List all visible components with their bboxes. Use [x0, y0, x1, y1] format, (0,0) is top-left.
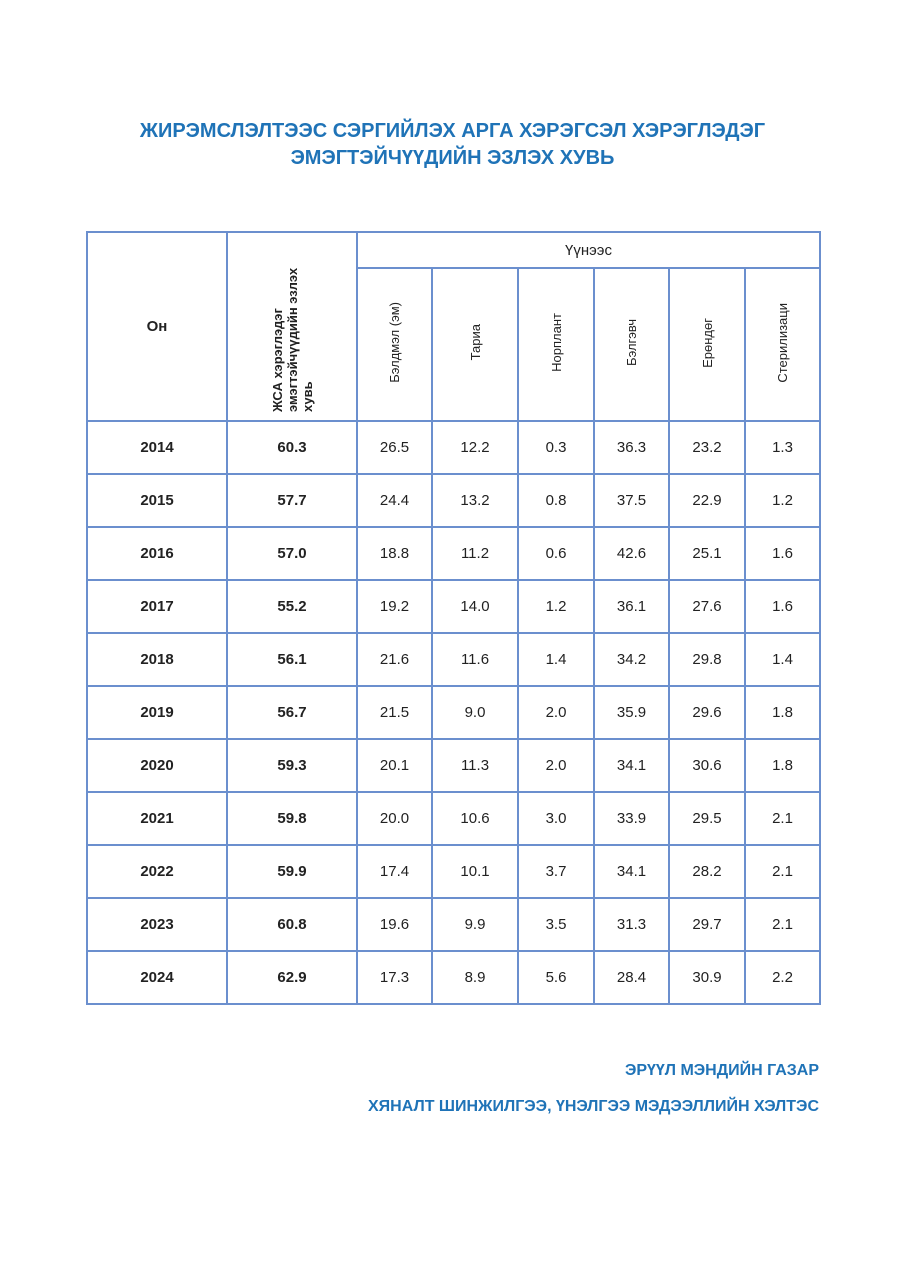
- total-cell: 60.8: [227, 898, 357, 951]
- table-row: [87, 474, 820, 527]
- method-header: Норплант: [518, 268, 594, 421]
- method-header: Ерөндөг: [669, 268, 745, 421]
- value-cell: 2.1: [745, 792, 820, 845]
- value-cell: 35.9: [594, 686, 669, 739]
- total-cell: 59.9: [227, 845, 357, 898]
- value-cell: 1.6: [745, 527, 820, 580]
- value-cell: 2.1: [745, 845, 820, 898]
- value-cell: 21.6: [357, 633, 432, 686]
- title-line-2: ЭМЭГТЭЙЧҮҮДИЙН ЭЗЛЭХ ХУВЬ: [290, 147, 615, 169]
- method-header: Тариа: [432, 268, 518, 421]
- total-column-header: [227, 232, 357, 421]
- table-row: [87, 951, 820, 1004]
- value-cell: 1.2: [745, 474, 820, 527]
- value-cell: 34.1: [594, 845, 669, 898]
- value-cell: 17.3: [357, 951, 432, 1004]
- table-row: [87, 686, 820, 739]
- year-cell: 2015: [87, 474, 227, 527]
- value-cell: 12.2: [432, 421, 518, 474]
- value-cell: 36.3: [594, 421, 669, 474]
- value-cell: 2.1: [745, 898, 820, 951]
- footer-department: ХЯНАЛТ ШИНЖИЛГЭЭ, ҮНЭЛГЭЭ МЭДЭЭЛЛИЙН ХЭЛТЭС: [367, 1098, 819, 1115]
- value-cell: 24.4: [357, 474, 432, 527]
- value-cell: 14.0: [432, 580, 518, 633]
- value-cell: 1.4: [745, 633, 820, 686]
- year-cell: 2022: [87, 845, 227, 898]
- value-cell: 3.5: [518, 898, 594, 951]
- total-column-header-text: ЖСА хэрэглэдэг эмэгтэйчүүдийн эзлэх хувь: [269, 267, 315, 412]
- value-cell: 18.8: [357, 527, 432, 580]
- value-cell: 34.1: [594, 739, 669, 792]
- value-cell: 31.3: [594, 898, 669, 951]
- value-cell: 1.2: [518, 580, 594, 633]
- value-cell: 19.6: [357, 898, 432, 951]
- table-row: [87, 527, 820, 580]
- year-cell: 2016: [87, 527, 227, 580]
- total-cell: 56.1: [227, 633, 357, 686]
- value-cell: 29.6: [669, 686, 745, 739]
- table-row: [87, 792, 820, 845]
- value-cell: 36.1: [594, 580, 669, 633]
- value-cell: 3.7: [518, 845, 594, 898]
- value-cell: 0.6: [518, 527, 594, 580]
- value-cell: 2.2: [745, 951, 820, 1004]
- value-cell: 1.8: [745, 686, 820, 739]
- year-cell: 2023: [87, 898, 227, 951]
- value-cell: 37.5: [594, 474, 669, 527]
- value-cell: 10.6: [432, 792, 518, 845]
- value-cell: 29.7: [669, 898, 745, 951]
- table-body: [87, 421, 820, 1004]
- value-cell: 3.0: [518, 792, 594, 845]
- value-cell: 0.3: [518, 421, 594, 474]
- value-cell: 1.8: [745, 739, 820, 792]
- value-cell: 42.6: [594, 527, 669, 580]
- year-cell: 2019: [87, 686, 227, 739]
- value-cell: 11.3: [432, 739, 518, 792]
- table-row: [87, 898, 820, 951]
- value-cell: 5.6: [518, 951, 594, 1004]
- value-cell: 29.5: [669, 792, 745, 845]
- value-cell: 21.5: [357, 686, 432, 739]
- total-cell: 55.2: [227, 580, 357, 633]
- title-line-1: ЖИРЭМСЛЭЛТЭЭС СЭРГИЙЛЭХ АРГА ХЭРЭГСЭЛ ХЭРЭГЛЭДЭГ: [139, 120, 766, 142]
- value-cell: 1.6: [745, 580, 820, 633]
- page-title: [0, 118, 905, 172]
- total-cell: 57.0: [227, 527, 357, 580]
- footer-organization: ЭРҮҮЛ МЭНДИЙН ГАЗАР: [624, 1062, 819, 1079]
- year-cell: 2018: [87, 633, 227, 686]
- table-row: [87, 845, 820, 898]
- table-row: [87, 739, 820, 792]
- total-cell: 59.8: [227, 792, 357, 845]
- year-cell: 2021: [87, 792, 227, 845]
- value-cell: 2.0: [518, 686, 594, 739]
- value-cell: 10.1: [432, 845, 518, 898]
- year-cell: 2020: [87, 739, 227, 792]
- value-cell: 25.1: [669, 527, 745, 580]
- contraception-table: [86, 231, 821, 1005]
- value-cell: 29.8: [669, 633, 745, 686]
- method-header: Стерилизаци: [745, 268, 820, 421]
- method-header: Бэлгэвч: [594, 268, 669, 421]
- method-header: Бэлдмэл (эм): [357, 268, 432, 421]
- value-cell: 28.2: [669, 845, 745, 898]
- value-cell: 11.6: [432, 633, 518, 686]
- value-cell: 1.3: [745, 421, 820, 474]
- value-cell: 9.9: [432, 898, 518, 951]
- value-cell: 30.6: [669, 739, 745, 792]
- value-cell: 1.4: [518, 633, 594, 686]
- table-row: [87, 633, 820, 686]
- year-cell: 2014: [87, 421, 227, 474]
- total-cell: 62.9: [227, 951, 357, 1004]
- value-cell: 33.9: [594, 792, 669, 845]
- value-cell: 9.0: [432, 686, 518, 739]
- value-cell: 13.2: [432, 474, 518, 527]
- value-cell: 0.8: [518, 474, 594, 527]
- table-row: [87, 421, 820, 474]
- value-cell: 11.2: [432, 527, 518, 580]
- value-cell: 34.2: [594, 633, 669, 686]
- value-cell: 19.2: [357, 580, 432, 633]
- value-cell: 23.2: [669, 421, 745, 474]
- value-cell: 30.9: [669, 951, 745, 1004]
- total-cell: 56.7: [227, 686, 357, 739]
- year-cell: 2024: [87, 951, 227, 1004]
- group-header: Үүнээс: [357, 232, 820, 268]
- value-cell: 20.1: [357, 739, 432, 792]
- value-cell: 28.4: [594, 951, 669, 1004]
- total-cell: 59.3: [227, 739, 357, 792]
- value-cell: 27.6: [669, 580, 745, 633]
- value-cell: 2.0: [518, 739, 594, 792]
- value-cell: 22.9: [669, 474, 745, 527]
- value-cell: 17.4: [357, 845, 432, 898]
- value-cell: 20.0: [357, 792, 432, 845]
- value-cell: 8.9: [432, 951, 518, 1004]
- year-column-header: Он: [87, 232, 227, 421]
- value-cell: 26.5: [357, 421, 432, 474]
- table-row: [87, 580, 820, 633]
- total-cell: 60.3: [227, 421, 357, 474]
- year-cell: 2017: [87, 580, 227, 633]
- total-cell: 57.7: [227, 474, 357, 527]
